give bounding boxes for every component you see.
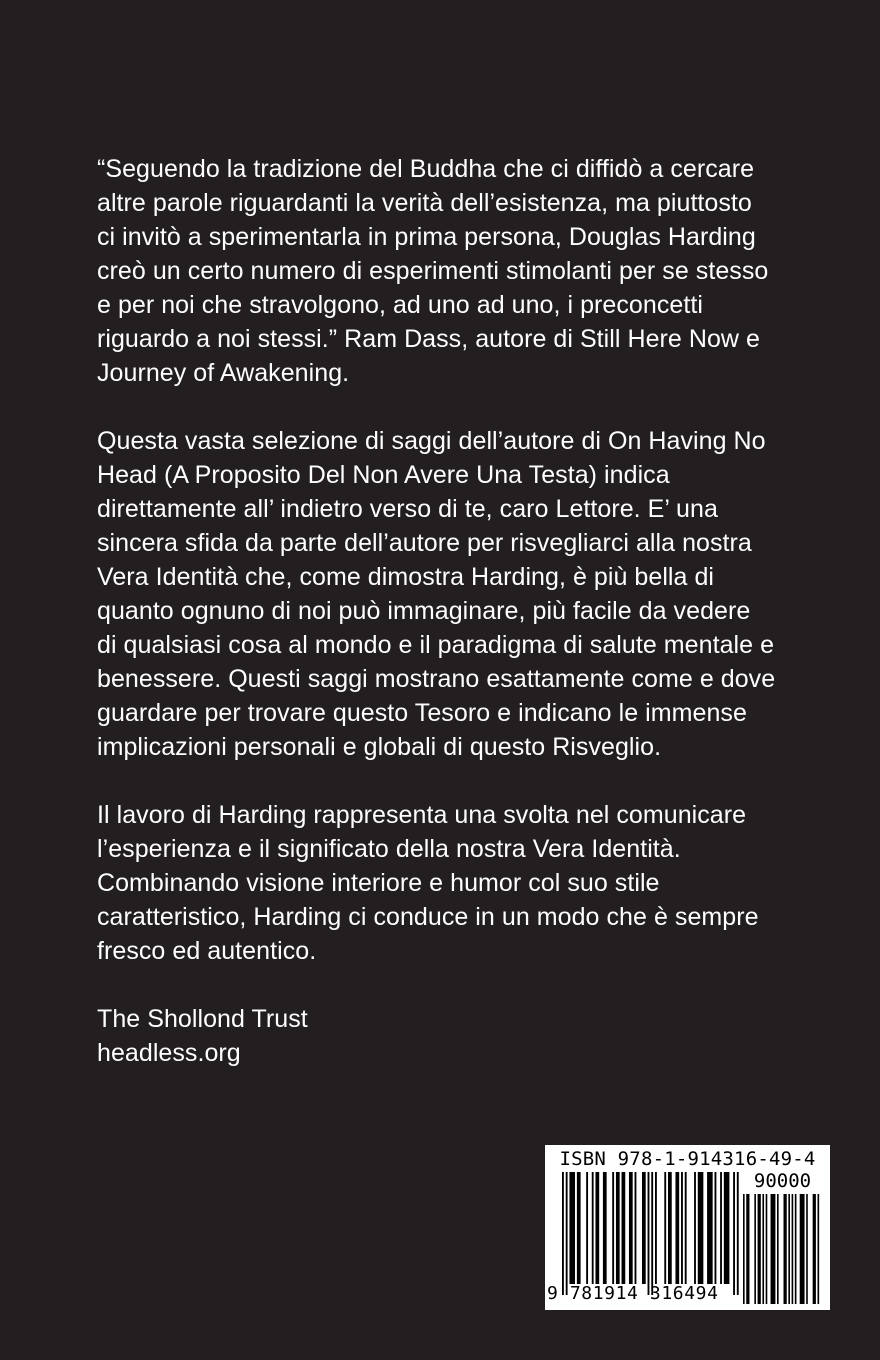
isbn-label: ISBN 978-1-914316-49-4 [559,1148,816,1170]
blurb-text-block [97,152,837,1070]
publisher-website: headless.org [97,1039,241,1067]
quote-paragraph: “Seguendo la tradizione del Buddha che ci diffidò a cercare altre parole riguardanti la verità dell’esistenza, ma piuttosto ci invitò a sperimentarla in prima persona, Douglas Harding creò un certo numero di esperimenti stimolanti per se stesso e per noi che stravolgono, ad uno ad uno, i preconcetti riguardo a noi stessi.” Ram Dass, autore di Still Here Now e Journey of Awakening. [97,155,769,387]
description-paragraph: Questa vasta selezione di saggi dell’autore di On Having No Head (A Proposito Del Non Avere Una Testa) indica direttamente all’ indietro verso di te, caro Lettore. E’ una sincera sfida da parte dell’autore per risvegliarci alla nostra Vera Identità che, come dimostra Harding, è più bella di quanto ognuno di noi può immaginare, più facile da vedere di qualsiasi cosa al mondo e il paradigma di salute mentale e benessere. Questi saggi mostrano esattamente come e dove guardare per trovare questo Tesoro e indicano le immense implicazioni personali e globali di questo Risveglio. [97,427,776,761]
ean-digits: 9 781914 316494 [547,1283,719,1304]
isbn-barcode [545,1145,830,1310]
work-paragraph: Il lavoro di Harding rappresenta una svolta nel comunicare l’esperienza e il significato della nostra Vera Identità. Combinando visione interiore e humor col suo stile caratteristico, Harding ci conduce in un modo che è sempre fresco ed autentico. [97,801,759,965]
publisher-name: The Shollond Trust [97,1005,308,1033]
price-code: 90000 [753,1170,812,1192]
